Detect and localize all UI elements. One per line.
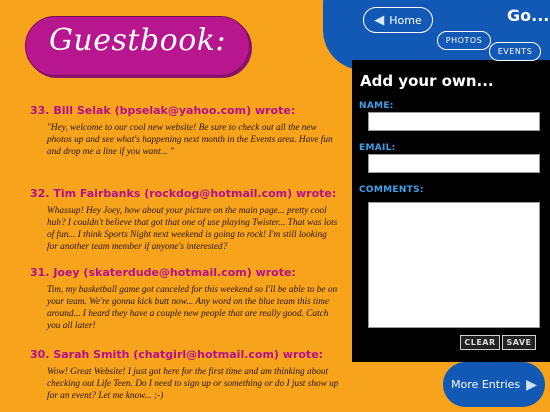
comments-label: COMMENTS: [359, 185, 424, 195]
arrow-right-icon: ▶ [526, 376, 537, 393]
home-label: Home [389, 13, 422, 27]
more-entries-button[interactable] [443, 362, 545, 407]
guestbook-entry [30, 348, 340, 402]
entry-header: 30. Sarah Smith (chatgirl@hotmail.com) wrote: [30, 348, 324, 361]
arrow-left-icon: ◀ [374, 12, 385, 28]
home-button[interactable] [363, 7, 433, 33]
form-heading: Add your own... [360, 72, 494, 90]
email-label: EMAIL: [359, 143, 396, 153]
entry-message: "Hey, welcome to our cool new website! Be sure to check out all the new photos up and see what's happening next month in the Events area. Have fun and drop me a line if you want... " [47, 123, 333, 157]
go-label: Go... [507, 6, 550, 25]
guestbook-entry [30, 104, 340, 158]
name-label: NAME: [359, 101, 394, 111]
photos-button[interactable]: PHOTOS [437, 31, 491, 50]
guestbook-entry [30, 187, 340, 253]
entry-header: 33. Bill Selak (bpselak@yahoo.com) wrote: [30, 104, 296, 117]
name-field[interactable] [368, 112, 540, 131]
more-entries-label: More Entries [451, 378, 521, 391]
events-button[interactable]: EVENTS [489, 42, 541, 61]
page-title-banner [25, 16, 250, 76]
page-title: Guestbook: [48, 23, 227, 58]
guestbook-entry [30, 266, 340, 332]
entry-header: 31. Joey (skaterdude@hotmail.com) wrote: [30, 266, 296, 279]
save-button[interactable]: SAVE [502, 335, 536, 350]
add-entry-form [352, 70, 550, 362]
entry-message: Whassup! Hey Joey, how about your picture on the main page... pretty cool huh? I couldn't believe that got that one of use playing Twister... That was lots of fun... I think Sports Night next weekend is going to rock! I'm still looking for another team member if anyone's interested? [47, 206, 338, 252]
entry-message: Tim, my basketball game got canceled for this weekend so I'll be able to be on your team. We're gonna kick butt now... Any word on the blue team this time around... I heard they have a couple new people that are really good. Catch you all later! [47, 285, 338, 331]
email-field[interactable] [368, 154, 540, 173]
clear-button[interactable]: CLEAR [460, 335, 500, 350]
entry-header: 32. Tim Fairbanks (rockdog@hotmail.com) wrote: [30, 187, 337, 200]
comments-field[interactable] [368, 202, 540, 328]
entry-message: Wow! Great Website! I just got here for the first time and am thinking about checking out Life Teen. Do I need to sign up or something or do I just show up for an event? Let me know... ;-) [47, 367, 339, 401]
